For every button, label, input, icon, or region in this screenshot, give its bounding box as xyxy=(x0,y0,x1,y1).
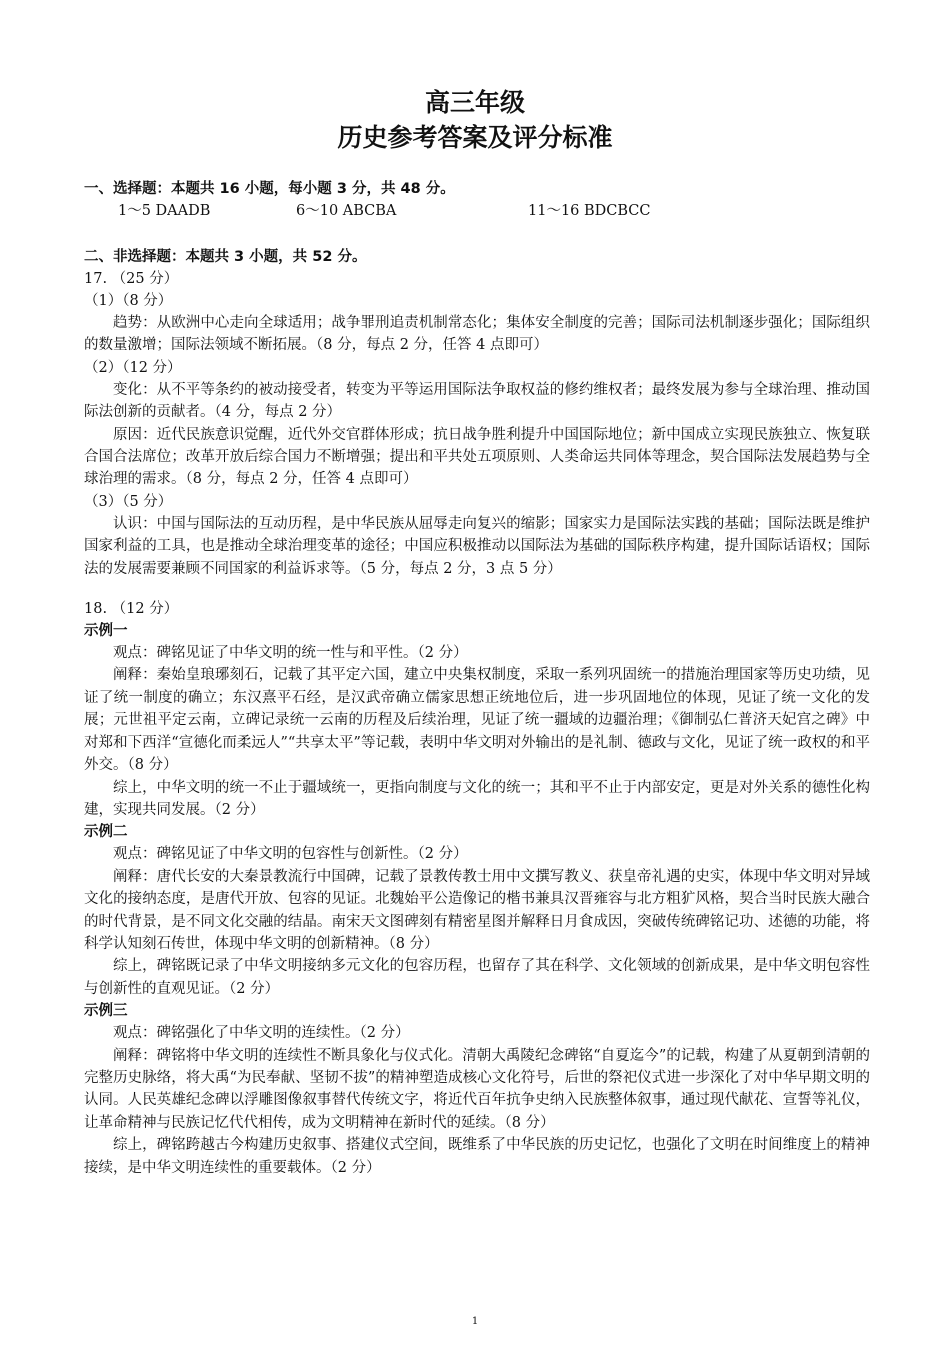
q17-sub1-label: （1）（8 分） xyxy=(84,293,173,309)
example3-view: 观点：碑铭强化了中华文明的连续性。（2 分） xyxy=(113,1025,410,1042)
q18-label: 18. （12 分） xyxy=(84,601,179,618)
page-title: 历史参考答案及评分标准 xyxy=(337,123,613,152)
answer-group-2: 6～10 ABCBA xyxy=(296,203,397,219)
answer-group-1: 1～5 DAADB xyxy=(118,203,211,219)
q17-sub1-text: 趋势：从欧洲中心走向全球适用；战争罪刑追责机制常态化；集体安全制度的完善；国际司法机制逐步强化；国际组织的数量激增；国际法领域不断拓展。（8 分，每点 2 分，任答 4 点即可） xyxy=(84,315,870,354)
example1-summary: 综上，中华文明的统一不止于疆域统一，更指向制度与文化的统一；其和平不止于内部安定，更是对外关系的德性化构建，实现共同发展。（2 分） xyxy=(84,779,870,818)
q17-sub3-text: 认识：中国与国际法的互动历程，是中华民族从屈辱走向复兴的缩影；国家实力是国际法实践的基础；国际法既是维护国家利益的工具，也是推动全球治理变革的途径；中国应积极推动以国际法为基础的国际秩序构建，提升国际话语权；国际法的发展需要兼顾不同国家的利益诉求等。（5 分，每点 2 分，3 点 5 分） xyxy=(84,515,870,577)
grade-title: 高三年级 xyxy=(424,88,525,117)
example3-explanation: 阐释：碑铭将中华文明的连续性不断具象化与仪式化。清朝大禹陵纪念碑铭“自夏迄今”的记载，构建了从夏朝到清朝的完整历史脉络，将大禹“为民奉献、坚韧不拔”的精神塑造成核心文化符号，后世的祭祀仪式进一步深化了对中华早期文明的认同。人民英雄纪念碑以浮雕图像叙事替代传统文字，将近代百年抗争史纳入民族整体叙事，通过现代献花、宣誓等礼仪，让革命精神与民族记忆代代相传，成为文明精神在新时代的延续。（8 分） xyxy=(84,1047,870,1131)
example1-view: 观点：碑铭见证了中华文明的统一性与和平性。（2 分） xyxy=(113,645,468,662)
example2-summary: 综上，碑铭既记录了中华文明接纳多元文化的包容历程，也留存了其在科学、文化领域的创新成果，是中华文明包容性与创新性的直观见证。（2 分） xyxy=(84,958,870,997)
spacer xyxy=(84,580,870,598)
part2-heading: 二、非选择题：本题共 3 小题，共 52 分。 xyxy=(84,249,367,265)
document-body xyxy=(84,178,870,1179)
q17-sub2-change: 变化：从不平等条约的被动接受者，转变为平等运用国际法争取权益的修约维权者；最终发展为参与全球治理、推动国际法创新的贡献者。（4 分，每点 2 分） xyxy=(84,381,870,421)
example2-explanation: 阐释：唐代长安的大秦景教流行中国碑，记载了景教传教士用中文撰写教义、获皇帝礼遇的史实，体现中华文明对异域文化的接纳态度，是唐代开放、包容的见证。北魏始平公造像记的楷书兼具汉晋雍容与北方粗犷风格，契合当时民族大融合的时代背景，是不同文化交融的结晶。南宋天文图碑刻有精密星图并解释日月食成因，突破传统碑铭记功、述德的功能，将科学认知刻石传世，体现中华文明的创新精神。（8 分） xyxy=(84,868,870,952)
q17-sub2-reason: 原因：近代民族意识觉醒，近代外交官群体形成；抗日战争胜利提升中国国际地位；新中国成立实现民族独立、恢复联合国合法席位；改革开放后综合国力不断增强；提出和平共处五项原则、人类命运共同体等理念，契合国际法发展趋势与全球治理的需求。（8 分，每点 2 分，任答 4 点即可） xyxy=(84,426,870,488)
example2-view: 观点：碑铭见证了中华文明的包容性与创新性。（2 分） xyxy=(113,846,468,863)
example1-label: 示例一 xyxy=(84,622,128,640)
answer-group-3: 11～16 BDCBCC xyxy=(528,203,651,219)
q17-label: 17. （25 分） xyxy=(84,271,179,287)
example1-explanation: 阐释：秦始皇琅琊刻石，记载了其平定六国，建立中央集权制度，采取一系列巩固统一的措施治理国家等历史功绩，见证了统一制度的确立；东汉熹平石经，是汉武帝确立儒家思想正统地位后，进一步巩固地位的体现，见证了统一文化的发展；元世祖平定云南，立碑记录统一云南的历程及后续治理，见证了统一疆域的边疆治理；《御制弘仁普济天妃宫之碑》中对郑和下西洋“宣德化而柔远人”“共享太平”等记载，表明中华文明对外输出的是礼制、德政与文化，见证了统一政权的和平外交。（8 分） xyxy=(84,667,870,774)
q17-sub2-label: （2）（12 分） xyxy=(84,359,182,376)
choice-answers xyxy=(84,200,870,222)
q17-sub3-label: （3）（5 分） xyxy=(84,493,173,510)
part1-heading: 一、选择题：本题共 16 小题，每小题 3 分，共 48 分。 xyxy=(84,181,455,197)
spacer xyxy=(84,222,870,246)
example3-label: 示例三 xyxy=(84,1002,128,1020)
example2-label: 示例二 xyxy=(84,823,128,841)
page-number: 1 xyxy=(471,1316,479,1327)
example3-summary: 综上，碑铭跨越古今构建历史叙事、搭建仪式空间，既维系了中华民族的历史记忆，也强化了文明在时间维度上的精神接续，是中华文明连续性的重要载体。（2 分） xyxy=(84,1137,870,1176)
